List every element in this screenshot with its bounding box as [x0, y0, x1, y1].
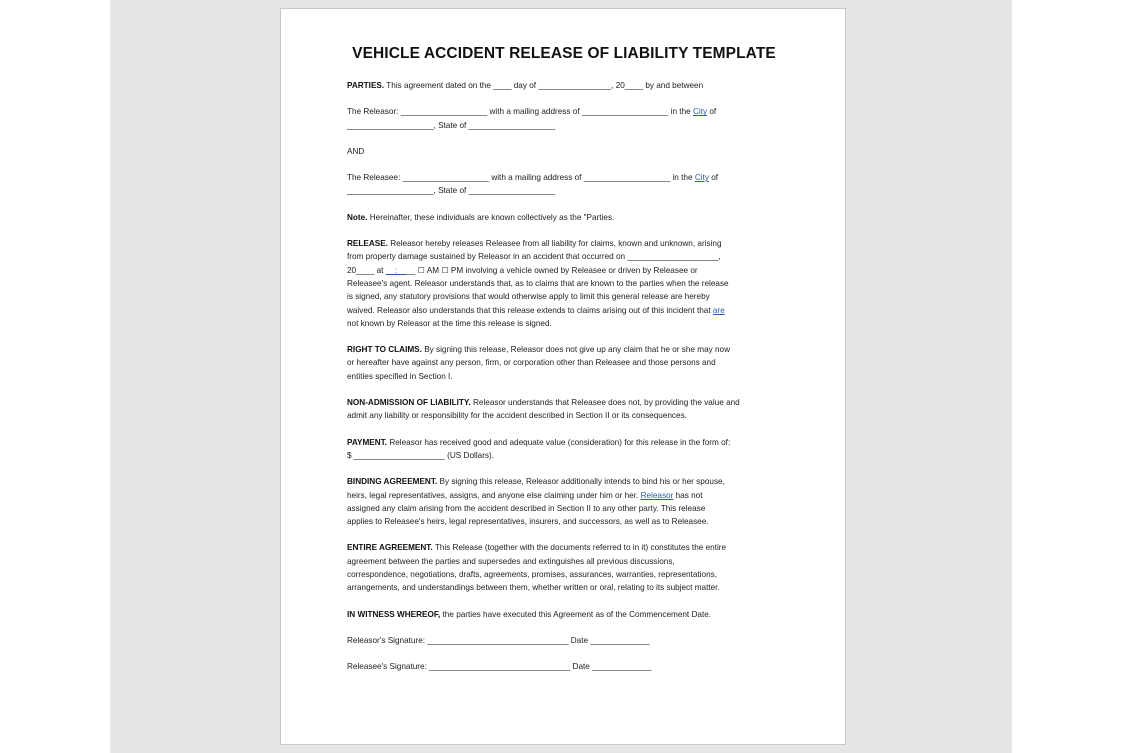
releasee-signature-line: Releasee's Signature: _______________________________ Date _____________ — [347, 662, 652, 672]
releasor-signature-line: Releasor's Signature: _______________________________ Date _____________ — [347, 635, 650, 645]
document-page — [280, 8, 846, 745]
binding-agreement-section: BINDING AGREEMENT. By signing this release, Releasor additionally intends to bind his or her spouse, heirs, legal representatives, assigns, and anyone else claiming under him or her. Releasor has not assigned any claim arising from the accident described in Section II to any other party. This release applies to Releasee's heirs, legal representatives, insurers, and successors, as well as to Releasee. — [347, 477, 725, 527]
release-heading: RELEASE. — [347, 239, 388, 249]
note-heading: Note. — [347, 212, 368, 222]
non-admission-heading: NON-ADMISSION OF LIABILITY. — [347, 398, 471, 408]
are-link[interactable]: are — [712, 305, 725, 315]
releasor-link[interactable]: Releasor — [640, 490, 674, 500]
right-to-claims-section: RIGHT TO CLAIMS. By signing this release, Releasor does not give up any claim that he or she may now or hereafter have against any person, firm, or corporation other than Releasee and those persons and entities specified in Section I. — [347, 345, 731, 381]
right-to-claims-heading: RIGHT TO CLAIMS. — [347, 345, 422, 355]
witness-paragraph: IN WITNESS WHEREOF, the parties have executed this Agreement as of the Commencement Date. — [347, 609, 712, 619]
note-paragraph: Note. Hereinafter, these individuals are known collectively as the "Parties. — [347, 212, 615, 222]
payment-heading: PAYMENT. — [347, 437, 388, 447]
binding-agreement-heading: BINDING AGREEMENT. — [347, 477, 438, 487]
releasee-state-line: ___________________, State of ___________________ — [347, 186, 556, 196]
release-section: RELEASE. Releasor hereby releases Releasee from all liability for claims, known and unknown, arising from property damage sustained by Releasor in an accident that occurred on ____________________, 20____ at __:____ ☐ AM ☐ PM involving a vehicle owned by Releasee or driven by Releasee or Releasee's agent. Releasor understands that, as to claims that are known to the parties when the release is signed, any statutory provisions that would otherwise apply to limit this general release are hereby waived. Releasor also understands that this release extends to claims arising out of this incident that are not known by Releasor at the time this release is signed. — [347, 239, 729, 328]
document-title: VEHICLE ACCIDENT RELEASE OF LIABILITY TEMPLATE — [352, 45, 776, 62]
city-link[interactable]: City — [692, 107, 708, 117]
and-label: AND — [347, 146, 365, 156]
parties-line: PARTIES. This agreement dated on the ____ day of ________________, 20____ by and between — [347, 81, 704, 90]
releasee-line: The Releasee: ___________________ with a mailing address of ___________________ in the City of — [347, 173, 719, 183]
witness-heading: IN WITNESS WHEREOF, — [347, 609, 441, 619]
entire-agreement-heading: ENTIRE AGREEMENT. — [347, 543, 433, 553]
time-field-link[interactable]: __:__ — [385, 265, 407, 275]
city-link[interactable]: City — [694, 173, 709, 183]
non-admission-section: NON-ADMISSION OF LIABILITY. Releasor understands that Releasee does not, by providing the value and admit any liability or responsibility for the accident described in Section II or its consequences. — [347, 398, 740, 421]
releasor-line: The Releasor: ___________________ with a mailing address of ___________________ in the City of — [347, 107, 717, 117]
entire-agreement-section: ENTIRE AGREEMENT. This Release (together with the documents referred to in it) constitutes the entire agreement between the parties and supersedes and extinguishes all previous discussions, correspondence, negotiations, drafts, agreements, promises, assurances, warranties, representations, arrangements, and understandings between them, whether written or oral, relating to its subject matter. — [347, 543, 727, 593]
document-body — [347, 79, 787, 674]
releasor-state-line: ___________________, State of ___________________ — [347, 120, 556, 130]
payment-section: PAYMENT. Releasor has received good and adequate value (consideration) for this release in the form of: $ ____________________ (US Dollars). — [347, 437, 731, 460]
parties-heading: PARTIES. — [347, 81, 385, 90]
